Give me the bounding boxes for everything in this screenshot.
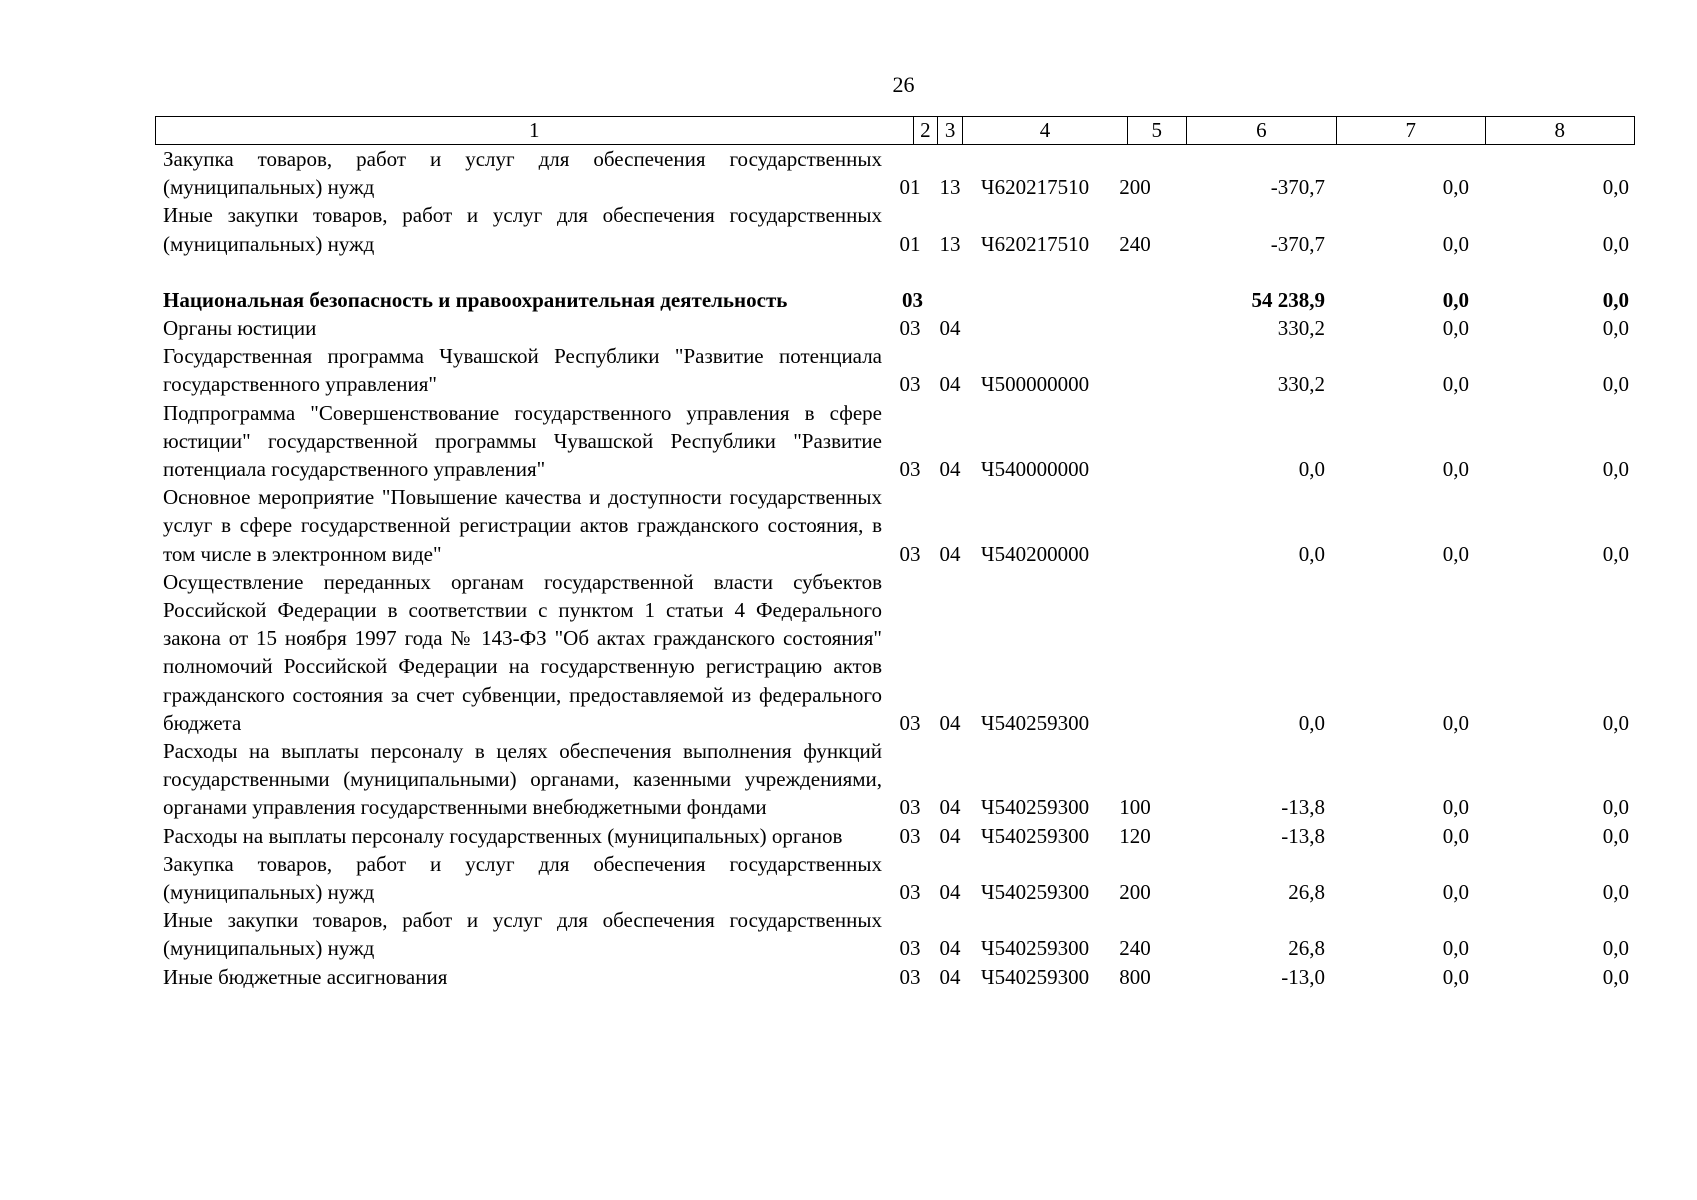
- table-row: [155, 963, 1635, 991]
- row-section: 03: [899, 795, 921, 820]
- row-name: Основное мероприятие "Повышение качества и доступности государственных услуг в сфере государственной регистрации актов гражданского состояния, в том числе в электронном виде": [163, 485, 882, 566]
- row-value-6: 0,0: [1298, 710, 1325, 735]
- table-row: [155, 850, 1635, 906]
- row-target: Ч540259300: [980, 795, 1090, 820]
- row-target: Ч540259300: [980, 880, 1090, 905]
- column-header: 5: [1127, 117, 1186, 145]
- row-value-7: 0,0: [1442, 936, 1469, 961]
- row-value-6: -13,8: [1281, 823, 1325, 848]
- row-value-8: 0,0: [1602, 964, 1629, 989]
- row-expense-type: 200: [1119, 175, 1151, 200]
- row-value-8: 0,0: [1602, 287, 1629, 312]
- row-value-6: -370,7: [1270, 175, 1325, 200]
- row-value-7: 0,0: [1442, 231, 1469, 256]
- row-value-8: 0,0: [1602, 231, 1629, 256]
- row-value-7: 0,0: [1442, 316, 1469, 341]
- table-row: [155, 314, 1635, 342]
- column-header: 2: [913, 117, 938, 145]
- row-value-6: 330,2: [1277, 372, 1325, 397]
- row-expense-type: 200: [1119, 880, 1151, 905]
- row-target: Ч540259300: [980, 936, 1090, 961]
- column-header-row: [156, 117, 1635, 145]
- row-name: Государственная программа Чувашской Республики "Развитие потенциала государственного управления": [163, 344, 882, 397]
- row-section: 03: [899, 541, 921, 566]
- row-value-6: 330,2: [1277, 316, 1325, 341]
- row-expense-type: [1100, 286, 1170, 314]
- row-expense-type: [1100, 399, 1170, 484]
- column-header: 3: [938, 117, 963, 145]
- row-subsection: 04: [939, 372, 961, 397]
- row-subsection: 04: [939, 541, 961, 566]
- row-subsection: 04: [939, 795, 961, 820]
- row-value-8: 0,0: [1602, 880, 1629, 905]
- row-value-7: 0,0: [1442, 457, 1469, 482]
- row-value-7: 0,0: [1442, 287, 1469, 312]
- row-target: Ч620217510: [980, 231, 1090, 256]
- column-header-table: [155, 116, 1635, 145]
- row-value-8: 0,0: [1602, 710, 1629, 735]
- column-header: 7: [1337, 117, 1485, 145]
- row-target: Ч540259300: [980, 823, 1090, 848]
- row-value-7: 0,0: [1442, 795, 1469, 820]
- row-subsection: 04: [939, 964, 961, 989]
- row-name: Подпрограмма "Совершенствование государственного управления в сфере юстиции" государственной программы Чувашской Республики "Развитие потенциала государственного управления": [163, 400, 882, 482]
- row-value-7: 0,0: [1442, 880, 1469, 905]
- row-target: Ч540200000: [980, 541, 1090, 566]
- budget-table: [155, 145, 1635, 991]
- row-target: Ч500000000: [980, 372, 1090, 397]
- column-header: 4: [963, 117, 1128, 145]
- row-section: 03: [902, 287, 923, 312]
- row-name: Осуществление переданных органам государственной власти субъектов Российской Федерации в соответствии с пунктом 1 статьи 4 Федерального закона от 15 ноября 1997 года № 143-ФЗ "Об актах гражданского состояния" полномочий Российской Федерации на государственную регистрацию актов гражданского состояния за счет субвенции, предоставляемой из федерального бюджета: [163, 569, 882, 735]
- column-header: 6: [1186, 117, 1336, 145]
- row-target: Ч540259300: [980, 964, 1090, 989]
- row-section: 03: [899, 964, 921, 989]
- row-section: 01: [899, 175, 921, 200]
- row-expense-type: [1100, 483, 1170, 568]
- row-value-7: 0,0: [1442, 964, 1469, 989]
- row-name: Иные бюджетные ассигнования: [163, 964, 448, 989]
- row-expense-type: 240: [1119, 936, 1151, 961]
- column-header: 8: [1485, 117, 1635, 145]
- row-subsection: 04: [939, 316, 961, 341]
- table-row: [155, 822, 1635, 850]
- table-row: [155, 568, 1635, 737]
- table-row: [155, 399, 1635, 484]
- row-expense-type: [1100, 342, 1170, 398]
- table-row: [155, 145, 1635, 201]
- row-value-8: 0,0: [1602, 541, 1629, 566]
- row-value-8: 0,0: [1602, 372, 1629, 397]
- row-value-6: -13,8: [1281, 795, 1325, 820]
- row-section: 03: [899, 710, 921, 735]
- row-target: [970, 286, 1100, 314]
- page-number: 26: [892, 72, 915, 97]
- row-target: [970, 314, 1100, 342]
- row-name: Органы юстиции: [163, 316, 317, 341]
- row-value-8: 0,0: [1602, 457, 1629, 482]
- row-expense-type: 100: [1119, 795, 1151, 820]
- row-section: 03: [899, 823, 921, 848]
- row-value-7: 0,0: [1442, 710, 1469, 735]
- row-subsection: 04: [939, 823, 961, 848]
- row-value-6: -370,7: [1270, 231, 1325, 256]
- row-value-6: 0,0: [1298, 457, 1325, 482]
- row-target: Ч620217510: [980, 175, 1090, 200]
- row-expense-type: 800: [1119, 964, 1151, 989]
- row-value-8: 0,0: [1602, 823, 1629, 848]
- row-value-6: -13,0: [1281, 964, 1325, 989]
- row-section: 03: [899, 880, 921, 905]
- row-section: 03: [899, 936, 921, 961]
- column-header: 1: [156, 117, 914, 145]
- row-value-8: 0,0: [1602, 316, 1629, 341]
- row-subsection: 13: [939, 231, 961, 256]
- row-value-6: 54 238,9: [1251, 287, 1325, 312]
- row-value-8: 0,0: [1602, 936, 1629, 961]
- row-subsection: 04: [939, 936, 961, 961]
- row-value-8: 0,0: [1602, 795, 1629, 820]
- row-expense-type: 120: [1119, 823, 1151, 848]
- row-value-7: 0,0: [1442, 175, 1469, 200]
- row-value-6: 0,0: [1298, 541, 1325, 566]
- table-row: [155, 201, 1635, 257]
- row-name: Закупка товаров, работ и услуг для обеспечения государственных (муниципальных) нужд: [163, 851, 882, 905]
- row-subsection: 13: [939, 175, 961, 200]
- spacer-row: [155, 258, 1635, 286]
- row-value-7: 0,0: [1442, 372, 1469, 397]
- row-value-7: 0,0: [1442, 541, 1469, 566]
- row-expense-type: 240: [1119, 231, 1151, 256]
- row-target: Ч540259300: [980, 710, 1090, 735]
- row-expense-type: [1100, 568, 1170, 737]
- row-name: Иные закупки товаров, работ и услуг для обеспечения государственных (муниципальных) нужд: [163, 203, 882, 256]
- row-name: Иные закупки товаров, работ и услуг для обеспечения государственных (муниципальных) нужд: [163, 908, 882, 961]
- table-row: [155, 342, 1635, 398]
- row-section: 03: [899, 372, 921, 397]
- row-name: Закупка товаров, работ и услуг для обеспечения государственных (муниципальных) нужд: [163, 147, 882, 200]
- row-subsection: 04: [939, 457, 961, 482]
- row-section: 03: [899, 457, 921, 482]
- row-expense-type: [1100, 314, 1170, 342]
- row-section: 01: [899, 231, 921, 256]
- table-row: [155, 737, 1635, 822]
- row-value-6: 26,8: [1288, 936, 1325, 961]
- row-name: Национальная безопасность и правоохранительная деятельность: [163, 287, 788, 312]
- row-value-8: 0,0: [1602, 175, 1629, 200]
- table-row: [155, 906, 1635, 962]
- table-row: [155, 483, 1635, 568]
- row-subsection: 04: [939, 880, 961, 905]
- row-section: 03: [899, 316, 921, 341]
- row-value-7: 0,0: [1442, 823, 1469, 848]
- row-value-6: 26,8: [1288, 880, 1325, 905]
- row-name: Расходы на выплаты персоналу в целях обеспечения выполнения функций государственными (муниципальными) органами, казенными учреждениями, органами управления государственными внебюджетными фондами: [163, 739, 882, 820]
- table-row-section-total: [155, 286, 1635, 314]
- row-target: Ч540000000: [980, 457, 1090, 482]
- row-name: Расходы на выплаты персоналу государственных (муниципальных) органов: [163, 823, 843, 848]
- row-subsection: 04: [939, 710, 961, 735]
